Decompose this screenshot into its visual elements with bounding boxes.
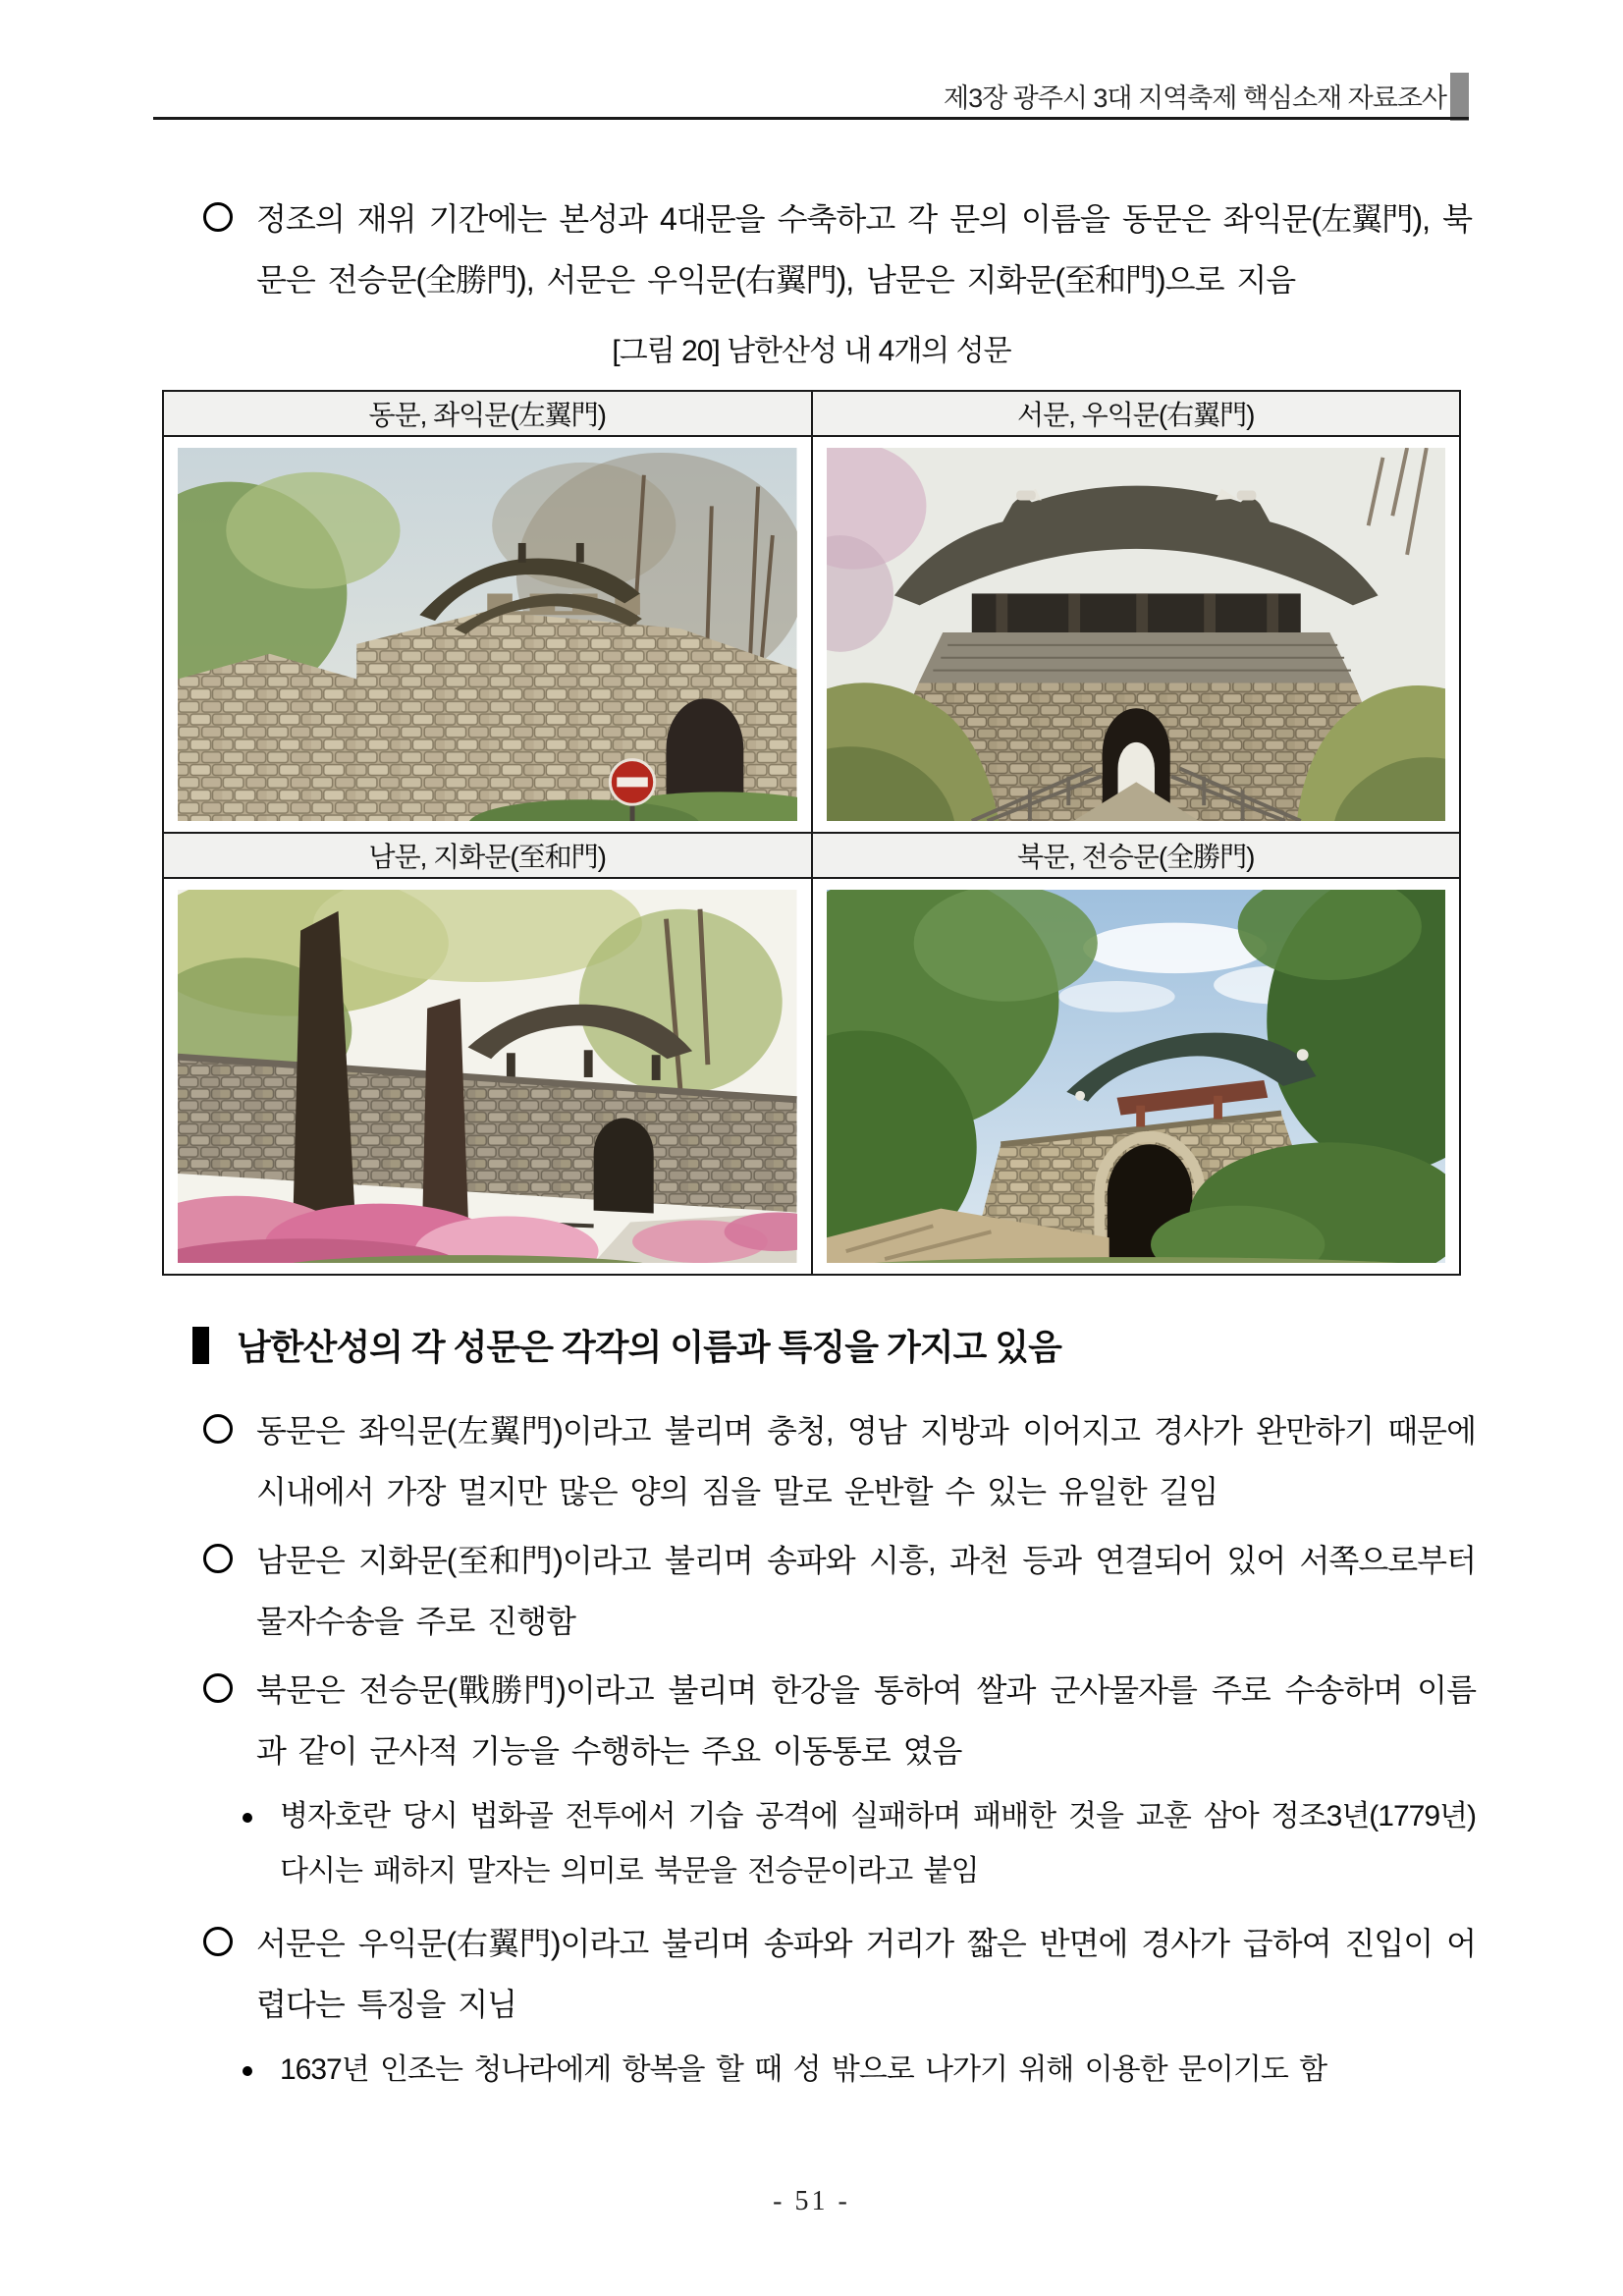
- dot-bullet-icon: [243, 1813, 252, 1823]
- section-heading: [192, 1320, 1479, 1370]
- circle-bullet-icon: [203, 1544, 233, 1573]
- sub-bullet-north-gate: [203, 1789, 1476, 1899]
- north-gate-photo: [827, 890, 1446, 1263]
- figure-caption: [그림 20] 남한산성 내 4개의 성문: [612, 335, 1011, 367]
- bullet-east-gate-text: 동문은 좌익문(左翼門)이라고 불리며 충청, 영남 지방과 이어지고 경사가 완만하기 때문에 시내에서 가장 멀지만 많은 양의 짐을 말로 운반할 수 있는 유일한 길임: [256, 1413, 1476, 1509]
- table-cell-south-gate-photo: [163, 878, 812, 1275]
- page-header-title: 제3장 광주시 3대 지역축제 핵심소재 자료조사: [943, 83, 1446, 113]
- circle-bullet-icon: [203, 202, 233, 232]
- bullet-south-gate: [203, 1530, 1476, 1652]
- bullet-south-gate-text: 남문은 지화문(至和門)이라고 불리며 송파와 시흥, 과천 등과 연결되어 있어 서쪽으로부터 물자수송을 주로 진행함: [256, 1543, 1476, 1639]
- header-rule: [153, 117, 1469, 120]
- circle-bullet-icon: [203, 1927, 233, 1956]
- table-header-south-gate: 남문, 지화문(至和門): [163, 833, 812, 878]
- table-header-west-gate: 서문, 우익문(右翼門): [812, 391, 1461, 436]
- intro-bullet: [203, 189, 1472, 310]
- west-gate-photo: [827, 448, 1446, 821]
- circle-bullet-icon: [203, 1414, 233, 1444]
- intro-bullet-text: 정조의 재위 기간에는 본성과 4대문을 수축하고 각 문의 이름을 동문은 좌익문(左翼門), 북문은 전승문(全勝門), 서문은 우익문(右翼門), 남문은 지화문(至和門)으로 지음: [256, 201, 1472, 298]
- bullet-east-gate: [203, 1400, 1476, 1522]
- bullet-west-gate-text: 서문은 우익문(右翼門)이라고 불리며 송파와 거리가 짧은 반면에 경사가 급하여 진입이 어렵다는 특징을 지님: [256, 1926, 1476, 2022]
- section-bullet-list: [203, 1400, 1476, 2111]
- dot-bullet-icon: [243, 2066, 252, 2076]
- table-cell-east-gate-photo: [163, 436, 812, 833]
- east-gate-photo: [178, 448, 797, 821]
- bullet-north-gate-text: 북문은 전승문(戰勝門)이라고 불리며 한강을 통하여 쌀과 군사물자를 주로 수송하며 이름과 같이 군사적 기능을 수행하는 주요 이동통로 였음: [256, 1672, 1476, 1769]
- circle-bullet-icon: [203, 1673, 233, 1703]
- header-accent-bar: [1450, 73, 1469, 121]
- sub-bullet-north-gate-text: 병자호란 당시 법화골 전투에서 기습 공격에 실패하며 패배한 것을 교훈 삼아 정조3년(1779년) 다시는 패하지 말자는 의미로 북문을 전승문이라고 붙임: [280, 1800, 1476, 1887]
- sub-bullet-west-gate: [203, 2043, 1476, 2098]
- bullet-north-gate: [203, 1660, 1476, 1781]
- page-number: - 51 -: [773, 2186, 850, 2216]
- table-cell-west-gate-photo: [812, 436, 1461, 833]
- table-cell-north-gate-photo: [812, 878, 1461, 1275]
- sub-bullet-west-gate-text: 1637년 인조는 청나라에게 항복을 할 때 성 밖으로 나가기 위해 이용한 문이기도 함: [280, 2053, 1327, 2086]
- bullet-west-gate: [203, 1913, 1476, 2035]
- section-heading-bar-icon: [192, 1327, 209, 1364]
- table-header-east-gate: 동문, 좌익문(左翼門): [163, 391, 812, 436]
- section-heading-text: 남한산성의 각 성문은 각각의 이름과 특징을 가지고 있음: [237, 1327, 1061, 1367]
- gate-photo-table: [162, 390, 1461, 1276]
- table-header-north-gate: 북문, 전승문(全勝門): [812, 833, 1461, 878]
- south-gate-photo: [178, 890, 797, 1263]
